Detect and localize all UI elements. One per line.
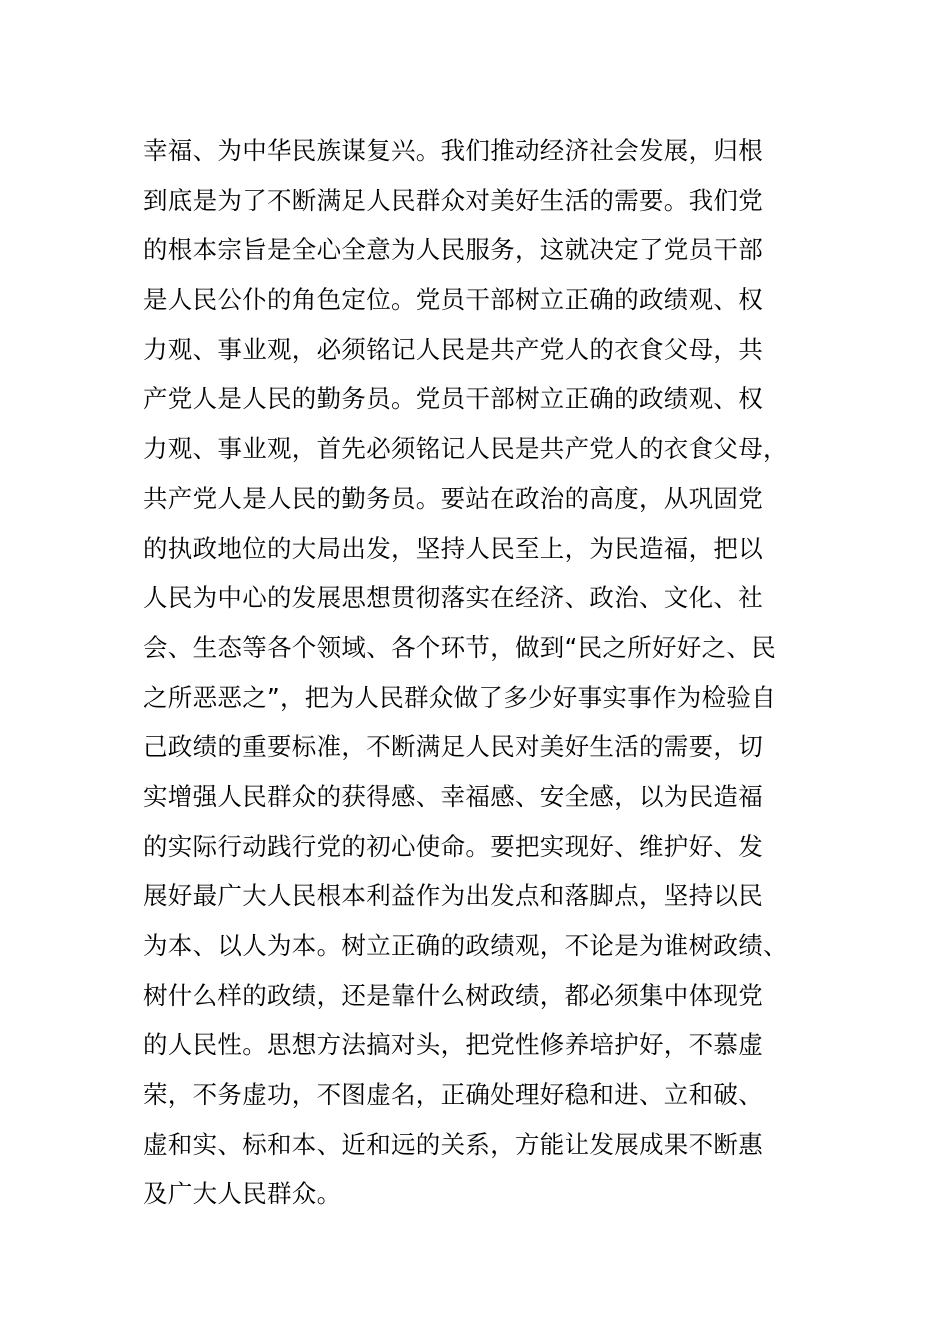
- text-line: 的人民性。思想方法搞对头，把党性修养培护好，不慕虚: [143, 1030, 763, 1060]
- text-line: 为本、以人为本。树立正确的政绩观，不论是为谁树政绩、: [143, 931, 788, 960]
- text-line: 的根本宗旨是全心全意为人民服务，这就决定了党员干部: [143, 235, 763, 265]
- text-line: 实增强人民群众的获得感、幸福感、安全感，以为民造福: [143, 781, 763, 811]
- text-line: 的执政地位的大局出发，坚持人民至上，为民造福，把以: [143, 533, 763, 563]
- body-paragraph: [143, 126, 813, 1219]
- text-line: 虚和实、标和本、近和远的关系，方能让发展成果不断惠: [143, 1129, 763, 1159]
- text-line: 力观、事业观，必须铭记人民是共产党人的衣食父母，共: [143, 334, 763, 364]
- text-line: 到底是为了不断满足人民群众对美好生活的需要。我们党: [143, 185, 763, 215]
- text-line: 展好最广大人民根本利益作为出发点和落脚点，坚持以民: [143, 881, 763, 911]
- text-line: 幸福、为中华民族谋复兴。我们推动经济社会发展，归根: [143, 136, 763, 165]
- text-line: 共产党人是人民的勤务员。要站在政治的高度，从巩固党: [143, 483, 763, 513]
- text-line: 是人民公仆的角色定位。党员干部树立正确的政绩观、权: [143, 285, 763, 315]
- text-line: 己政绩的重要标准，不断满足人民对美好生活的需要，切: [143, 732, 763, 762]
- text-line: 之所恶恶之”，把为人民群众做了多少好事实事作为检验自: [143, 682, 776, 712]
- text-line: 树什么样的政绩，还是靠什么树政绩，都必须集中体现党: [143, 980, 763, 1010]
- text-line: 及广大人民群众。: [143, 1179, 342, 1209]
- text-line: 产党人是人民的勤务员。党员干部树立正确的政绩观、权: [143, 384, 763, 414]
- text-line: 人民为中心的发展思想贯彻落实在经济、政治、文化、社: [143, 583, 763, 613]
- text-line: 会、生态等各个领域、各个环节，做到“民之所好好之、民: [143, 632, 776, 662]
- text-line: 力观、事业观，首先必须铭记人民是共产党人的衣食父母，: [143, 434, 788, 464]
- text-line: 的实际行动践行党的初心使命。要把实现好、维护好、发: [143, 831, 763, 861]
- text-line: 荣，不务虚功，不图虚名，正确处理好稳和进、立和破、: [143, 1080, 763, 1110]
